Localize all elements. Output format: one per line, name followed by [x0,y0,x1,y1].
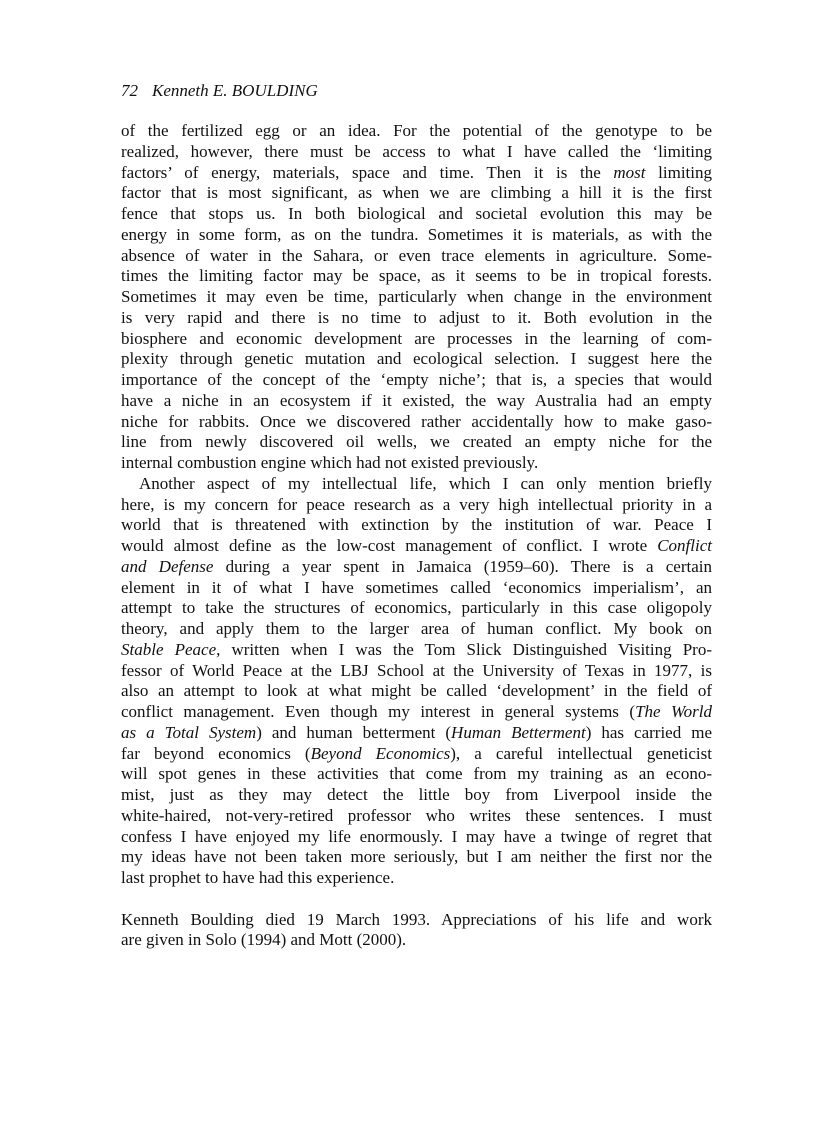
text-line [121,266,712,287]
text-segment: conflict management. Even though my interest in general systems ( [121,702,636,721]
text-segment: ), a careful intellectual geneticist [450,743,712,763]
text-segment: limiting [645,162,712,182]
italic-text: and Defense [121,556,214,576]
paragraph [121,474,712,889]
text-line [121,246,712,267]
text-segment: importance of the concept of the ‘empty niche’; that is, a species that would [121,370,712,389]
text-segment: times the limiting factor may be space, as it seems to be in tropical forests. [121,266,712,286]
text-line [121,183,712,204]
page-number: 72 [121,81,138,100]
text-line [121,723,712,744]
text-line [121,308,712,329]
italic-text: Conflict [657,536,712,555]
text-segment: internal combustion engine which had not existed previously. [121,453,539,472]
text-segment: energy in some form, as on the tundra. Sometimes it is materials, as with the [121,224,712,244]
running-header [121,80,318,101]
running-head-author: Kenneth E. BOULDING [152,81,318,100]
text-segment: also an attempt to look at what might be called ‘development’ in the field of [121,681,712,701]
text-line [121,515,712,536]
text-segment: ) has carried me [585,722,712,742]
text-segment: line from newly discovered oil wells, we created an empty niche for the [121,432,712,452]
text-line [121,287,712,308]
text-line [121,764,712,785]
text-line [121,744,712,765]
text-line [121,910,712,931]
text-segment: have a niche in an ecosystem if it existed, the way Australia had an empty [121,390,712,410]
text-segment: biosphere and economic development are processes in the learning of com- [121,328,712,348]
text-line [121,640,712,661]
text-segment: Sometimes it may even be time, particularly when change in the environment [121,287,712,306]
text-line [121,619,712,640]
text-line [121,225,712,246]
text-segment: ) and human betterment ( [256,722,452,742]
text-segment: of the fertilized egg or an idea. For the potential of the genotype to be [121,121,712,140]
text-line [121,847,712,868]
text-line [121,412,712,433]
text-segment: is very rapid and there is no time to adjust to it. Both evolution in the [121,307,712,327]
text-segment: are given in Solo (1994) and Mott (2000). [121,930,407,950]
italic-text: The World [635,702,712,721]
text-segment: absence of water in the Sahara, or even trace elements in agriculture. Some- [121,245,712,265]
text-segment: white-haired, not-very-retired professor who writes these sentences. I must [121,805,712,825]
text-segment: theory, and apply them to the larger area of human conflict. My book on [121,619,712,638]
text-line [121,370,712,391]
text-segment: realized, however, there must be access to what I have called the ‘limiting [121,141,712,161]
text-line [121,163,712,184]
text-line [121,453,712,474]
paragraph-gap [121,889,712,910]
text-segment: factors’ of energy, materials, space and time. Then it is the [121,162,614,182]
italic-text: Beyond Economics [310,743,451,763]
text-segment: factor that is most significant, as when we are climbing a hill it is the first [121,183,712,203]
text-segment: Kenneth Boulding died 19 March 1993. Appreciations of his life and work [121,909,712,929]
text-line [121,827,712,848]
text-line [121,702,712,723]
text-segment: far beyond economics ( [121,743,311,763]
text-segment: during a year spent in Jamaica (1959–60). There is a certain [213,556,712,576]
text-segment: Another aspect of my intellectual life, which I can only mention briefly [139,473,712,493]
paragraph [121,121,712,474]
body-text [121,121,712,951]
text-line [121,391,712,412]
text-line [121,495,712,516]
italic-text: Human Betterment [451,722,586,742]
text-segment: will spot genes in these activities that come from my training as an econo- [121,764,712,784]
text-segment: mist, just as they may detect the little boy from Liverpool inside the [121,785,712,804]
text-segment: niche for rabbits. Once we discovered rather accidentally how to make gaso- [121,411,712,431]
italic-text: as a Total System [121,722,257,742]
text-line [121,785,712,806]
text-line [121,578,712,599]
text-line [121,930,712,951]
text-line [121,349,712,370]
text-line [121,557,712,578]
text-line [121,121,712,142]
text-line [121,806,712,827]
text-segment: plexity through genetic mutation and ecological selection. I suggest here the [121,349,712,369]
text-line [121,536,712,557]
text-line [121,661,712,682]
text-line [121,681,712,702]
text-segment: attempt to take the structures of economics, particularly in this case oligopoly [121,598,712,618]
text-line [121,329,712,350]
text-segment: , written when I was the Tom Slick Distinguished Visiting Pro- [216,639,712,659]
text-line [121,868,712,889]
text-line [121,432,712,453]
text-segment: fessor of World Peace at the LBJ School at the University of Texas in 1977, is [121,660,712,680]
text-line [121,474,712,495]
italic-text: most [613,162,646,182]
text-segment: fence that stops us. In both biological and societal evolution this may be [121,204,712,223]
text-line [121,204,712,225]
text-segment: world that is threatened with extinction by the institution of war. Peace I [121,515,712,535]
text-segment: my ideas have not been taken more seriously, but I am neither the first nor the [121,847,712,867]
text-segment: would almost define as the low-cost management of conflict. I wrote [121,536,658,555]
text-segment: element in it of what I have sometimes called ‘economics imperialism’, an [121,577,712,597]
text-line [121,598,712,619]
italic-text: Stable Peace [121,639,217,659]
text-segment: last prophet to have had this experience. [121,868,395,887]
text-segment: here, is my concern for peace research as a very high intellectual priority in a [121,494,712,514]
paragraph [121,910,712,952]
text-line [121,142,712,163]
text-segment: confess I have enjoyed my life enormously. I may have a twinge of regret that [121,826,712,846]
